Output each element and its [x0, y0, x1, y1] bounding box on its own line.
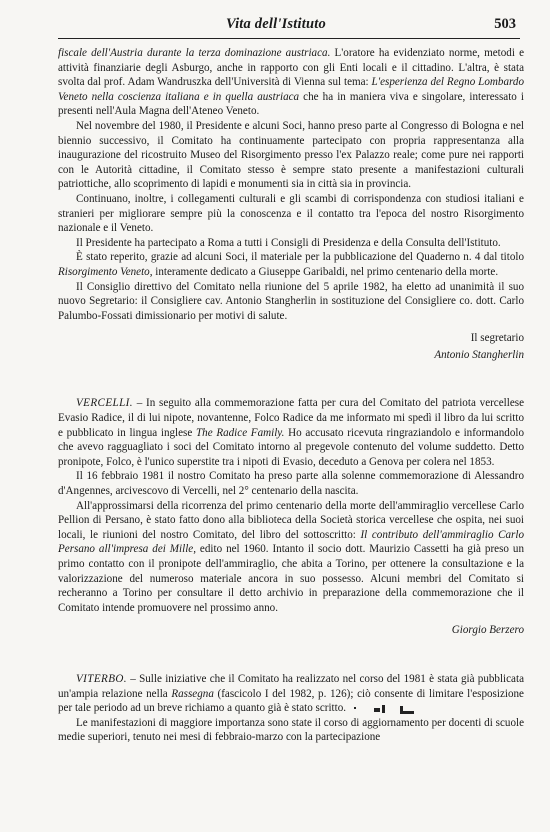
book-title: Il contributo dell'ammiraglio Carlo Persano all'impresa dei Mille,: [58, 528, 524, 556]
lecture-title: L'esperienza del Regno Lombardo Veneto nella coscienza italiana e in quella austriaca: [58, 76, 524, 103]
book-title: Risorgimento Veneto,: [58, 265, 153, 278]
page-header: [58, 14, 520, 39]
ink-smudge-marks: [352, 703, 422, 715]
paragraph-contacts: Continuano, inoltre, i collegamenti culturali e gli scambi di corrispondenza con studiosi italiani e stranieri per migliorare sempre più la conoscenza e il contatto tra l'epoca del nostro Risorgimento nazionale e il Veneto.: [58, 192, 524, 235]
text: Ho accusato ricevuta ringraziandolo e informandolo che avevo ragguagliato i soci del Comitato intorno al pregevole contenuto del volume suddetto. Detto pronipote, Folco, è l'unico superstite tra i nipoti di Evasio, deceduto a Genova per colera nel 1853.: [58, 426, 524, 468]
signature-name: Antonio Stangherlin: [434, 348, 524, 361]
paragraph-council: Il Consiglio direttivo del Comitato nella riunione del 5 aprile 1982, ha eletto ad unanimità il suo nuovo Segretario: il Consigliere cav. Antonio Stangherlin in sostituzione del Consigliere co. dott. Carlo Palumbo-Fossati dimissionario per motivi di salute.: [58, 280, 524, 322]
paragraph-viterbo-events: Le manifestazioni di maggiore importanza sono state il corso di aggiornamento per docenti di scuole medie superiori, tenuto nei mesi di febbraio-marzo con la partecipazione: [58, 716, 524, 744]
journal-title: Rassegna: [171, 687, 214, 700]
page-number: 503: [494, 16, 516, 32]
text: edito nel 1960. Intanto il socio dott. Maurizio Cassetti ha già preso un primo contatto con il pronipote dell'ammiraglio, che abita a Torino, per ottenere la consultazione e la valorizzazione del numeroso materiale ancora in suo possesso. Alcuni membri del Comitato si recheranno a Torino per consultare il detto archivio in preparazione della commemorazione che il Comitato intende promuovere nel prossimo anno.: [58, 543, 524, 614]
signature-name: Giorgio Berzero: [451, 624, 524, 637]
text: L'oratore ha evidenziato norme, metodi e attività finanziarie degli Asburgo, anche in rapporto con gli Enti locali e il cittadino. L'altra, è stata svolta dal prof. Adam Wandruszka dell'Università di Vienna sul tema:: [58, 47, 524, 89]
section-viterbo-intro: [58, 672, 524, 716]
section-vercelli-intro: [58, 396, 524, 469]
text: – Sulle iniziative che il Comitato ha realizzato nel corso del 1981 è stata già pubblicata un'ampia relazione nella: [58, 672, 524, 700]
paragraph-vercelli-persano: [58, 499, 524, 616]
paragraph-publication: [58, 250, 524, 279]
text: (fascicolo I del 1982, p. 126); ciò consente di limitare l'esposizione per tale periodo ad un breve richiamo a quanto già è stato scritto.: [58, 687, 524, 715]
text: All'approssimarsi della ricorrenza del primo centenario della morte dell'ammiraglio vercellese Carlo Pellion di Persano, è stato fatto dono alla biblioteca della Società storica vercellese che ospita, nei suoi locali, le riunioni del nostro Comitato, del libro del sottoscritto:: [58, 499, 524, 541]
italic-phrase: fiscale dell'Austria durante la terza dominazione austriaca.: [58, 47, 331, 59]
text: interamente dedicato a Giuseppe Garibaldi, nel primo centenario della morte.: [152, 265, 499, 278]
paragraph-vercelli-commemoration: Il 16 febbraio 1981 il nostro Comitato ha preso parte alla solenne commemorazione di Alessandro d'Angennes, arcivescovo di Vercelli, nel 2° centenario della nascita.: [58, 470, 524, 498]
text: – In seguito alla commemorazione fatta per cura del Comitato del patriota vercellese Evasio Radice, il di lui nipote, novantenne, Folco Radice da me informato mi spedì il libro da lui scritto e pubblicato in lingua inglese: [58, 397, 524, 439]
paragraph-president: Il Presidente ha partecipato a Roma a tutti i Consigli di Presidenza e della Consulta dell'Istituto.: [76, 236, 501, 249]
running-title: Vita dell'Istituto: [226, 16, 326, 32]
article-body: [58, 46, 524, 745]
paragraph-continuation: [58, 46, 524, 119]
city-heading: VERCELLI.: [76, 397, 133, 410]
text: È stato reperito, grazie ad alcuni Soci, il materiale per la pubblicazione del Quaderno n. 4 dal titolo: [76, 251, 524, 264]
signature-role: Il segretario: [470, 332, 524, 345]
book-title: The Radice Family.: [195, 426, 285, 439]
paragraph-congress: Nel novembre del 1980, il Presidente e alcuni Soci, hanno preso parte al Congresso di Bologna e nel biennio successivo, il Comitato ha continuamente partecipato con propria rappresentanza alla inaugurazione del ricostruito Museo del Risorgimento presso l'ex Palazzo reale; come pure nei rapporti con le Autorità cittadine, il Comitato stesso è sempre stato presente a manifestazioni culturali patriottiche, allo scoprimento di lapidi e monumenti sia in città sia in provincia.: [58, 119, 524, 191]
city-heading: VITERBO.: [76, 672, 127, 685]
text: che ha in maniera viva e singolare, interessato i presenti nell'Aula Magna dell'Ateneo Veneto.: [58, 90, 524, 118]
